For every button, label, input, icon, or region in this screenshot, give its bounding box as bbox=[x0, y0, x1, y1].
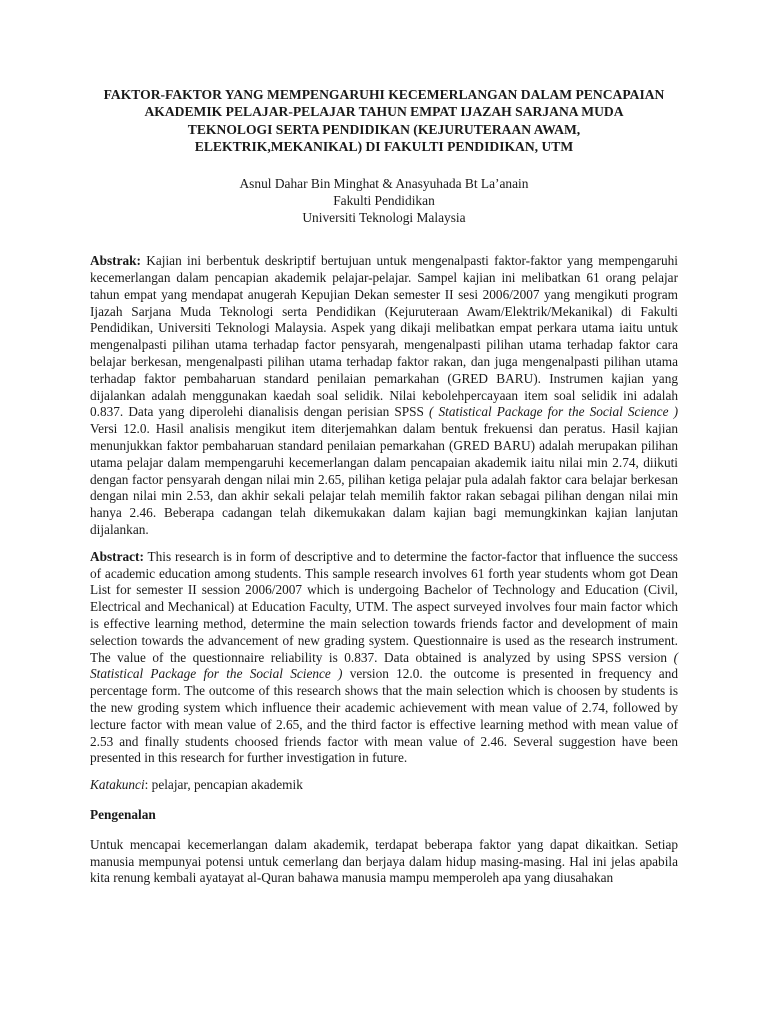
intro-paragraph: Untuk mencapai kecemerlangan dalam akademik, terdapat beberapa faktor yang dapat dikaitkan. Setiap manusia mempunyai potensi untuk cemerlang dan berjaya dalam hidup masing-masing. Hal ini jelas apabila kita renung kembali ayatayat al-Quran bahawa manusia mampu memperoleh apa yang diusahakan bbox=[90, 836, 678, 886]
abstrak-italic: ( Statistical Package for the Social Science ) bbox=[429, 404, 678, 420]
abstract-italic: ( Statistical Package for the Social Science ) bbox=[90, 649, 678, 682]
title-line-2: AKADEMIK PELAJAR-PELAJAR TAHUN EMPAT IJAZAH SARJANA MUDA bbox=[144, 104, 624, 120]
title-line-3: TEKNOLOGI SERTA PENDIDIKAN (KEJURUTERAAN AWAM, bbox=[187, 121, 581, 137]
abstract-text-after: version 12.0. the outcome is presented in frequency and percentage form. The outcome of this research shows that the main selection which is choosen by students is the new groding system which influence their academic achievement with mean value of 2.74, followed by lecture factor with mean value of 2.65, and the third factor is effective learning method with mean value of 2.53 and finally students choosed friends factor with mean value of 2.46. Several suggestion have been presented in this research for further investigation in future. bbox=[90, 666, 678, 766]
abstract-paragraph bbox=[90, 549, 678, 767]
keywords-text: : pelajar, pencapian akademik bbox=[144, 777, 303, 793]
title-line-4: ELEKTRIK,MEKANIKAL) DI FAKULTI PENDIDIKAN, UTM bbox=[194, 139, 574, 155]
keywords-line bbox=[90, 777, 678, 794]
paper-title bbox=[90, 86, 678, 156]
university-name: Universiti Teknologi Malaysia bbox=[302, 210, 466, 226]
abstrak-text-after: Versi 12.0. Hasil analisis mengikut item diterjemahkan dalam bentuk frekuensi dan peratus. Hasil kajian menunjukkan faktor pembaharuan standard penilaian pemarkahan (GRED BARU) adalah merupakan pilihan utama pelajar dalam mempengaruhi kecemerlangan dalam pencapaian akademik iaitu nilai min 2.74, diikuti dengan factor pensyarah dengan nilai min 2.65, pilihan ketiga pelajar pula adalah faktor cara belajar berkesan dengan nilai min 2.53, dan akhir sekali pelajar telah memilih faktor rakan sebagai pilihan dengan nilai min hanya 2.46. Beberapa cadangan telah dikemukakan dalam kajian bagi memungkinkan kajian lanjutan dijalankan. bbox=[90, 421, 678, 537]
abstrak-label: Abstrak: bbox=[90, 253, 141, 269]
abstract-text-before: This research is in form of descriptive and to determine the factor-factor that influence the success of academic education among students. This sample research involves 61 forth year students whom got Dean List for semester II session 2006/2007 which is undergoing Bachelor of Technology and Education (Civil, Electrical and Mechanical) at Education Faculty, UTM. The aspect surveyed involves four main factor which is effective learning method, determine the main selection towards friends factor and development of main selection towards the advancement of new grading system. Questionnaire is used as the research instrument. The value of the questionnaire reliability is 0.837. Data obtained is analyzed by using SPSS version bbox=[90, 548, 678, 665]
abstract-label: Abstract: bbox=[90, 548, 144, 564]
keywords-label: Katakunci bbox=[90, 777, 145, 793]
abstrak-paragraph bbox=[90, 253, 678, 539]
document-page bbox=[90, 86, 678, 887]
abstrak-text-before: Kajian ini berbentuk deskriptif bertujuan untuk mengenalpasti faktor-faktor yang mempengaruhi kecemerlangan dalam pencapian akademik pelajar-pelajar. Sampel kajian ini melibatkan 61 orang pelajar tahun empat yang mendapat anugerah Kepujian Dekan semester II sesi 2006/2007 yang mengikuti program Ijazah Sarjana Muda Teknologi serta Pendidikan (Kejuruteraan Awam/Elektrik/Mekanikal) di Fakulti Pendidikan, Universiti Teknologi Malaysia. Aspek yang dikaji melibatkan empat perkara utama iaitu untuk mengenalpasti pilihan utama terhadap factor pensyarah, mengenalpasti pilihan utama terhadap faktor cara belajar berkesan, mengenalpasti pilihan utama terhadap faktor rakan, dan juga mengenalpasti pilihan utama terhadap faktor pembaharuan standard penilaian pemarkahan (GRED BARU). Instrumen kajian yang dijalankan adalah menggunakan kaedah soal selidik. Nilai kebolehpercayaan item soal selidik ini adalah 0.837. Data yang diperolehi dianalisis dengan perisian SPSS bbox=[90, 253, 678, 420]
author-names: Asnul Dahar Bin Minghat & Anasyuhada Bt La’anain bbox=[239, 175, 529, 191]
faculty-name: Fakulti Pendidikan bbox=[333, 192, 435, 208]
author-block bbox=[90, 175, 678, 227]
title-line-1: FAKTOR-FAKTOR YANG MEMPENGARUHI KECEMERLANGAN DALAM PENCAPAIAN bbox=[103, 87, 665, 102]
section-heading: Pengenalan bbox=[90, 806, 156, 822]
